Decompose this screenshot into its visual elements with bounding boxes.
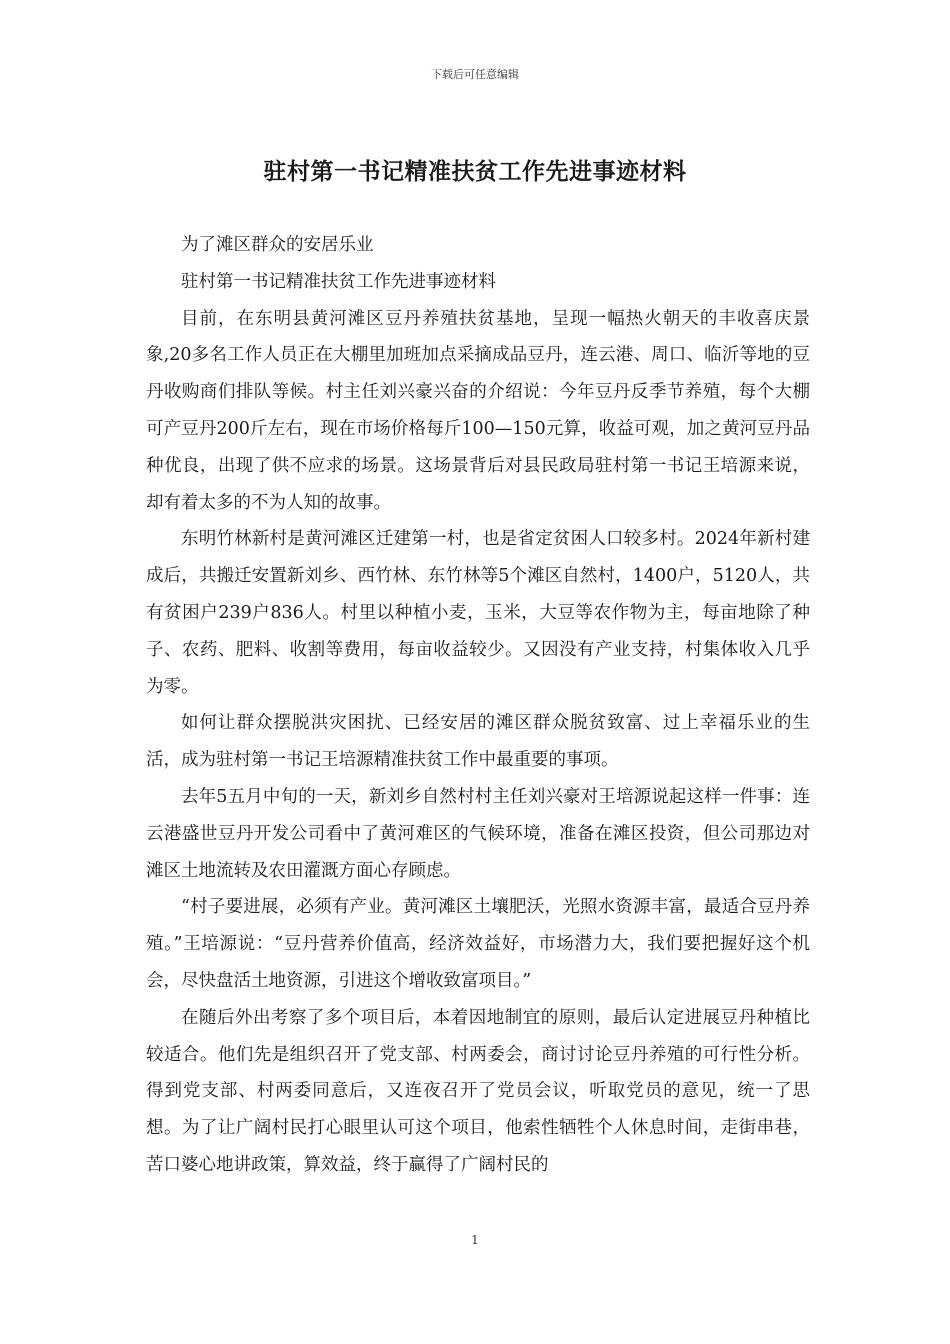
document-body — [146, 227, 810, 1184]
page-header-note: 下载后可任意编辑 — [431, 68, 519, 81]
document-title: 驻村第一书记精准扶贫工作先进事迹材料 — [263, 158, 687, 185]
paragraph: 如何让群众摆脱洪灾困扰、已经安居的滩区群众脱贫致富、过上幸福乐业的生活，成为驻村第一书记王培源精准扶贫工作中最重要的事项。 — [146, 713, 810, 771]
paragraph: 目前，在东明县黄河滩区豆丹养殖扶贫基地，呈现一幅热火朝天的丰收喜庆景象,20多名工作人员正在大棚里加班加点采摘成品豆丹，连云港、周口、临沂等地的豆丹收购商们排队等候。村主任刘兴豪兴奋的介绍说：今年豆丹反季节养殖，每个大棚可产豆丹200斤左右，现在市场价格每斤100—150元算，收益可观，加之黄河豆丹品种优良，出现了供不应求的场景。这场景背后对县民政局驻村第一书记王培源来说，却有着太多的不为人知的故事。 — [146, 308, 810, 513]
paragraph: “村子要进展，必须有产业。黄河滩区土壤肥沃，光照水资源丰富，最适合豆丹养殖。”王培源说：“豆丹营养价值高，经济效益好，市场潜力大，我们要把握好这个机会，尽快盘活土地资源，引进这个增收致富项目。” — [146, 897, 810, 991]
paragraph: 东明竹林新村是黄河滩区迁建第一村，也是省定贫困人口较多村。2024年新村建成后，共搬迁安置新刘乡、西竹林、东竹林等5个滩区自然村，1400户，5120人，共有贫困户239户836人。村里以种植小麦，玉米，大豆等农作物为主，每亩地除了种子、农药、肥料、收割等费用，每亩收益较少。又因没有产业支持，村集体收入几乎为零。 — [146, 529, 810, 697]
paragraph: 去年5五月中旬的一天，新刘乡自然村村主任刘兴豪对王培源说起这样一件事：连云港盛世豆丹开发公司看中了黄河难区的气候环境，准备在滩区投资，但公司那边对滩区土地流转及农田灌溉方面心存顾虑。 — [146, 786, 810, 881]
page-number: 1 — [471, 1233, 479, 1247]
paragraph: 在随后外出考察了多个项目后，本着因地制宜的原则，最后认定进展豆丹种植比较适合。他们先是组织召开了党支部、村两委会，商讨讨论豆丹养殖的可行性分析。得到党支部、村两委同意后，又连夜召开了党员会议，听取党员的意见，统一了思想。为了让广阔村民打心眼里认可这个项目，他索性牺牲个人休息时间，走街串巷，苦口婆心地讲政策，算效益，终于赢得了广阔村民的 — [146, 1007, 810, 1175]
paragraph-heading: 驻村第一书记精准扶贫工作先进事迹材料 — [181, 271, 496, 292]
paragraph-subtitle: 为了滩区群众的安居乐业 — [181, 235, 374, 255]
